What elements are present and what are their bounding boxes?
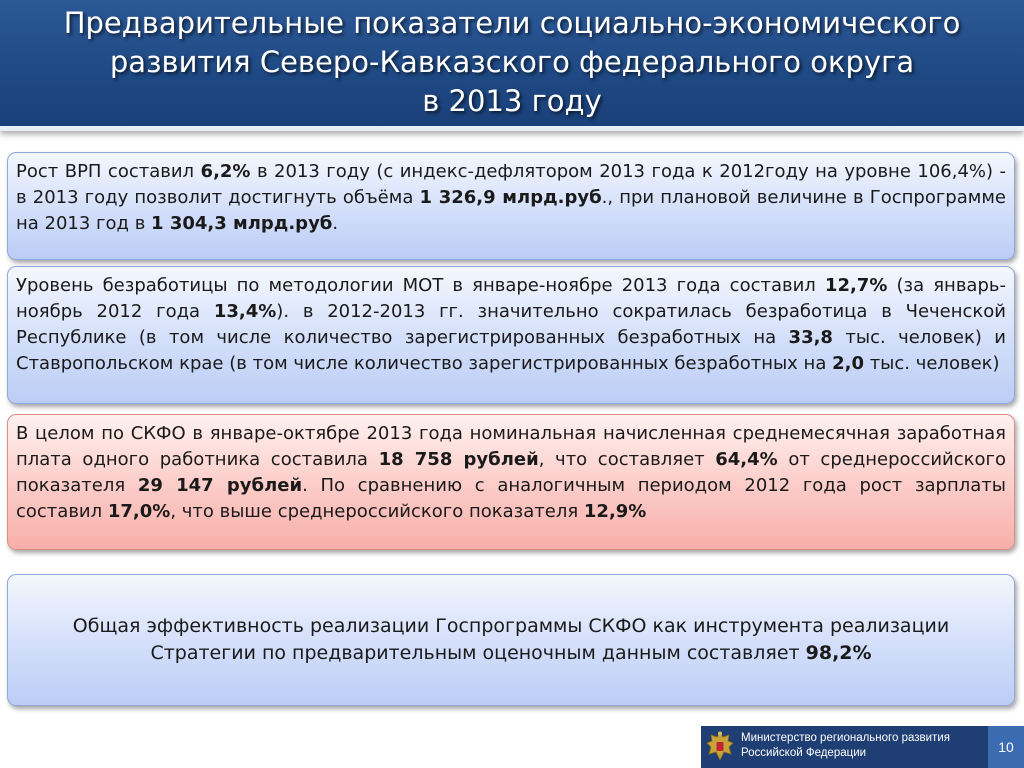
slide-title [0, 0, 1024, 121]
title-line-2: развития Северо-Кавказского федерального округа [109, 45, 915, 79]
unemployment-text [16, 273, 1006, 377]
coat-of-arms-icon [705, 730, 735, 764]
text-segment: тыс. человек) [863, 353, 1000, 374]
grp-volume-value: 1 326,9 млрд.руб [419, 187, 602, 208]
text-segment: тыс. человек) и Ставропольском крае (в том числе количество зарегистрированных безработных на [16, 327, 1007, 374]
wage-growth-value: 17,0% [107, 501, 171, 522]
text-segment: Уровень безработицы по методологии МОТ в январе-ноябре 2013 года составил [16, 275, 825, 296]
text-segment: (за январь-ноябрь 2012 года [16, 275, 1006, 322]
gdp-growth-text [16, 159, 1006, 237]
text-segment: от среднероссийского показателя [16, 449, 1006, 496]
efficiency-value: 98,2% [805, 642, 872, 664]
footer-bar [701, 726, 1024, 768]
title-line-3: в 2013 году [422, 84, 602, 118]
wages-box [7, 414, 1015, 550]
unemployment-box [7, 266, 1015, 404]
text-segment: в 2013 году (с индекс-дефлятором 2013 года к 2012году на уровне 106,4%) - в 2013 году позволит достигнуть объёма [16, 161, 1006, 208]
text-segment: Общая эффективность реализации Госпрограммы СКФО как инструмента реализации Стратегии по предварительным оценочным данным составляет [72, 615, 950, 664]
gdp-growth-box [7, 152, 1015, 260]
russia-wage-value: 29 147 рублей [137, 475, 303, 496]
ministry-line-1: Министерство регионального развития [741, 732, 950, 744]
unemployment-2012-value: 13,4% [213, 301, 277, 322]
text-segment: ., при плановой величине в Госпрограмме на 2013 год в [16, 187, 1006, 234]
title-line-1: Предварительные показатели социально-экономического [63, 6, 961, 40]
text-segment: , что выше среднероссийского показателя [170, 501, 584, 522]
text-segment: . По сравнению с аналогичным периодом 2012 года рост зарплаты составил [16, 475, 1006, 522]
unemployment-2013-value: 12,7% [824, 275, 888, 296]
stavropol-reduction-value: 2,0 [832, 353, 864, 374]
ministry-line-2: Российской Федерации [741, 747, 867, 759]
wage-share-value: 64,4% [715, 449, 778, 470]
russia-wage-growth-value: 12,9% [583, 501, 647, 522]
page-number: 10 [988, 726, 1024, 768]
grp-plan-value: 1 304,3 млрд.руб [151, 213, 333, 234]
text-segment: В целом по СКФО в январе-октябре 2013 года номинальная начисленная среднемесячная заработная плата одного работника составила [16, 423, 1006, 470]
efficiency-box [7, 574, 1015, 706]
efficiency-text [28, 613, 994, 667]
title-bar [0, 0, 1024, 131]
wages-text [16, 421, 1006, 525]
average-wage-value: 18 758 рублей [378, 449, 539, 470]
gdp-growth-value: 6,2% [200, 161, 251, 182]
text-segment: ). в 2012-2013 гг. значительно сократилась безработица в Чеченской Республике (в том числе количество зарегистрированных безработных на [16, 301, 1006, 348]
text-segment: , что составляет [538, 449, 716, 470]
text-segment: . [332, 213, 339, 234]
text-segment: Рост ВРП составил [16, 161, 201, 182]
ministry-name [741, 731, 961, 761]
chechnya-reduction-value: 33,8 [788, 327, 833, 348]
